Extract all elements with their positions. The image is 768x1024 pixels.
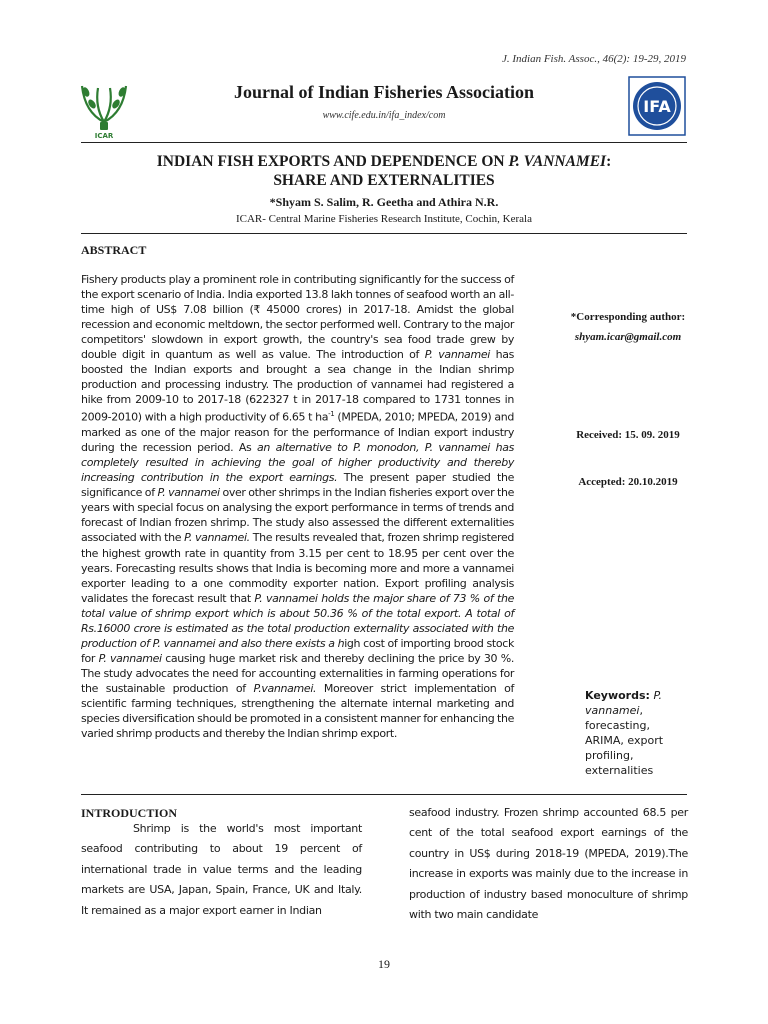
abstract-heading: ABSTRACT — [81, 243, 147, 257]
keywords: Keywords: P. vannamei, forecasting, ARIMA, export profiling, externalities — [585, 689, 664, 777]
page-number: 19 — [378, 957, 390, 971]
icar-logo-text: ICAR — [94, 132, 114, 140]
introduction-right-column: seafood industry. Frozen shrimp accounted 68.5 per cent of the total seafood export earnings of the country in US$ during 2018-19 (MPEDA, 2019).The increase in exports was mainly due to the increase in production of industry based monoculture of shrimp with two main candidate — [409, 806, 688, 922]
header-rule — [81, 142, 687, 143]
ifa-logo-text: IFA — [643, 97, 671, 116]
journal-citation: J. Indian Fish. Assoc., 46(2): 19-29, 2019 — [501, 53, 686, 65]
abstract-rule — [81, 794, 687, 795]
title-rule — [81, 233, 687, 234]
authors: *Shyam S. Salim, R. Geetha and Athira N.R. — [269, 195, 499, 209]
corresponding-email[interactable]: shyam.icar@gmail.com — [574, 331, 682, 343]
ifa-logo — [628, 76, 686, 136]
affiliation: ICAR- Central Marine Fisheries Research Institute, Cochin, Kerala — [235, 213, 532, 225]
corresponding-author-label: *Corresponding author: — [570, 311, 686, 323]
accepted-date: Accepted: 20.10.2019 — [578, 476, 678, 488]
paper-title: INDIAN FISH EXPORTS AND DEPENDENCE ON P. VANNAMEI: SHARE AND EXTERNALITIES — [156, 153, 612, 189]
introduction-left-column: Shrimp is the world's most important seafood contributing to about 19 percent of international trade in value terms and the leading markets are USA, Japan, Spain, France, UK and Italy. It remained as a major export earner in Indian — [81, 822, 362, 917]
introduction-heading: INTRODUCTION — [81, 806, 178, 820]
abstract-body: Fishery products play a prominent role in contributing significantly for the success of the export scenario of India. India exported 13.8 lakh tonnes of seafood worth an all-time high of US$ 7.08 billion (₹ 45000 crores) in 2017-18. Amidst the global recession and economic meltdown, the sector performed well. Contrary to the major competitors' slowdown in export growth, the country's sea food trade grew by double digit in quantum as well as value. The introduction of P. vannamei has boosted the Indian exports and brought a sea change in the Indian shrimp production and processing industry. The production of vannamei had registered a hike from 2009-10 to 2017-18 (622327 t in 2017-18 compared to 1731 tonnes in 2009-2010) with a high productivity of 6.65 t $ha^{-1}$ (MPEDA, 2010; MPEDA, 2019) and marked as one of the major reason for the performance of Indian export industry during the recession period. As an alternative to P. monodon, P. vannamei has completely resulted in achieving the goal of higher productivity and thereby increasing contribution in the export earnings. The present paper studied the significance of P. vannamei over other shrimps in the Indian fisheries export over the years with special focus on analysing the export performance in terms of trends and forecast of Indian frozen shrimp. The study also assessed the different externalities associated with the P. vannamei. The results revealed that, frozen shrimp registered the highest growth rate in quantity from 3.15 per cent to 18.95 per cent over the years. Forecasting results shows that India is becoming more and more a vannamei exporter leading to a one commodity exporter nation. Export profiling analysis validates the forecast result that P. vannamei holds the major share of 73 % of the total value of shrimp export which is about 50.36 % of the total export. A total of Rs.16000 crore is estimated as the total production externality associated with the production of P. vannamei and also there exists a high cost of importing brood stock for P. vannamei causing huge market risk and thereby declining the price by 30 %. The study advocates the need for accounting externalities in farming operations for the sustainable production of P.vannamei. Moreover strict implementation of scientific farming techniques, strengthening the alternate internal marketing and species diversification should be promoted in a consistent manner for enhancing the varied shrimp products and thereby the Indian shrimp export. — [81, 273, 515, 741]
journal-title: Journal of Indian Fisheries Association — [233, 82, 535, 102]
journal-url[interactable]: www.cife.edu.in/ifa_index/com — [322, 110, 446, 121]
received-date: Received: 15. 09. 2019 — [576, 429, 680, 441]
